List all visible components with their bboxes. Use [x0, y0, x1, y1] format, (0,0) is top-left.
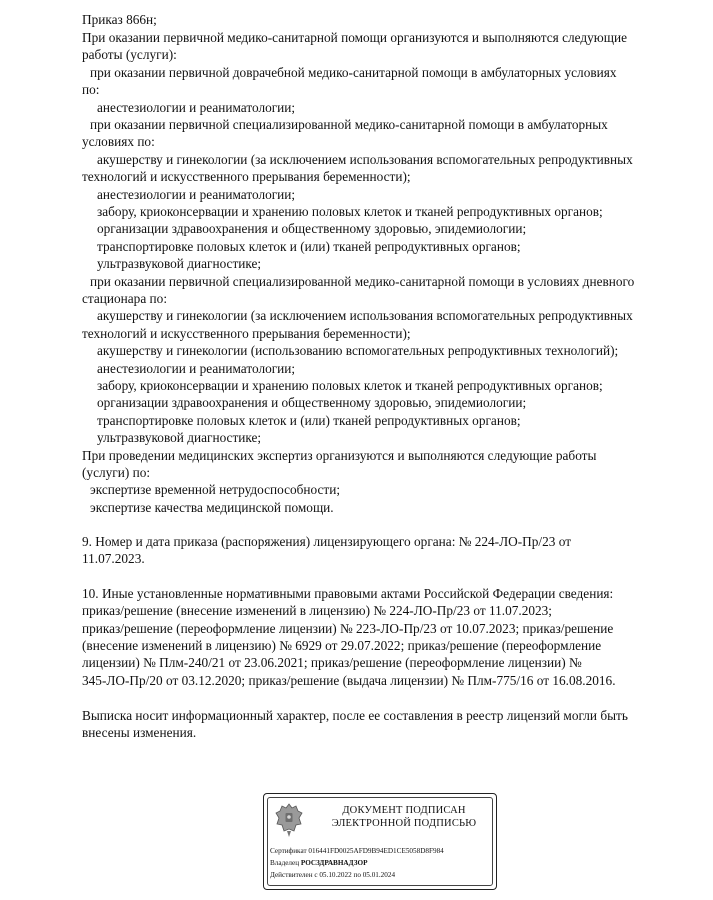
text-line: забору, криоконсервации и хранению половых клеток и тканей репродуктивных органов;: [97, 378, 603, 393]
text-line: 10. Иные установленные нормативными правовыми актами Российской Федерации сведения:: [82, 586, 614, 601]
text-line: ультразвуковой диагностике;: [97, 430, 262, 445]
text-line: по:: [82, 82, 100, 97]
electronic-signature-stamp: [263, 793, 497, 890]
certificate-value: 016441FD0025AFD9B94ED1CE5058D8F984: [308, 847, 444, 855]
text-line: при оказании первичной специализированной медико-санитарной помощи в условиях дневного: [90, 274, 635, 289]
text-line: организации здравоохранения и общественному здоровью, эпидемиологии;: [97, 221, 527, 236]
coat-of-arms-icon: [274, 800, 304, 840]
certificate-label: Сертификат: [270, 847, 307, 855]
text-line: экспертизе качества медицинской помощи.: [90, 500, 334, 515]
text-line: лицензии) № Плм-240/21 от 23.06.2021; приказ/решение (переоформление лицензии) №: [82, 655, 582, 670]
owner-row: [270, 859, 368, 868]
text-line: приказ/решение (переоформление лицензии) № 223-ЛО-Пр/23 от 10.07.2023; приказ/решение: [82, 621, 614, 636]
text-line: При проведении медицинских экспертиз организуются и выполняются следующие работы: [82, 448, 597, 463]
text-line: (внесение изменений в лицензию) № 6929 от 29.07.2022; приказ/решение (переоформление: [82, 638, 602, 653]
text-line: приказ/решение (внесение изменений в лицензию) № 224-ЛО-Пр/23 от 11.07.2023;: [82, 603, 552, 618]
text-line: экспертизе временной нетрудоспособности;: [90, 482, 341, 497]
text-line: анестезиологии и реаниматологии;: [97, 361, 296, 376]
text-line: забору, криоконсервации и хранению половых клеток и тканей репродуктивных органов;: [97, 204, 603, 219]
stamp-title-line1: ДОКУМЕНТ ПОДПИСАН: [342, 805, 466, 816]
text-line: при оказании первичной специализированной медико-санитарной помощи в амбулаторных: [90, 117, 608, 132]
text-line: организации здравоохранения и общественному здоровью, эпидемиологии;: [97, 395, 527, 410]
text-line: технологий и искусственного прерывания беременности);: [82, 326, 411, 341]
text-line: (услуги) по:: [82, 465, 151, 480]
text-line: Выписка носит информационный характер, после ее составления в реестр лицензий могли быть: [82, 708, 628, 723]
text-line: стационара по:: [82, 291, 168, 306]
text-line: внесены изменения.: [82, 725, 197, 740]
text-line: условиях по:: [82, 134, 155, 149]
text-line: работы (услуги):: [82, 47, 177, 62]
text-line: анестезиологии и реаниматологии;: [97, 187, 296, 202]
text-line: при оказании первичной доврачебной медико-санитарной помощи в амбулаторных условиях: [90, 65, 617, 80]
validity-text: Действителен с 05.10.2022 по 05.01.2024: [270, 871, 396, 879]
owner-value: РОСЗДРАВНАДЗОР: [300, 859, 368, 867]
text-line: При оказании первичной медико-санитарной помощи организуются и выполняются следующие: [82, 30, 627, 45]
text-line: акушерству и гинекологии (использованию вспомогательных репродуктивных технологий);: [97, 343, 619, 358]
text-line: акушерству и гинекологии (за исключением использования вспомогательных репродуктивных: [97, 152, 633, 167]
text-line: 11.07.2023.: [82, 551, 145, 566]
certificate-row: [270, 847, 444, 856]
stamp-title-line2: ЭЛЕКТРОННОЙ ПОДПИСЬЮ: [331, 818, 477, 829]
text-line: ультразвуковой диагностике;: [97, 256, 262, 271]
text-line: 345-ЛО-Пр/20 от 03.12.2020; приказ/решение (выдача лицензии) № Плм-775/16 от 16.08.2016.: [82, 673, 616, 688]
text-line: Приказ 866н;: [82, 12, 157, 27]
text-line: транспортировке половых клеток и (или) тканей репродуктивных органов;: [97, 413, 521, 428]
text-line: технологий и искусственного прерывания беременности);: [82, 169, 411, 184]
owner-label: Владелец: [270, 859, 300, 867]
text-line: анестезиологии и реаниматологии;: [97, 100, 296, 115]
text-line: транспортировке половых клеток и (или) тканей репродуктивных органов;: [97, 239, 521, 254]
text-line: акушерству и гинекологии (за исключением использования вспомогательных репродуктивных: [97, 308, 633, 323]
text-line: 9. Номер и дата приказа (распоряжения) лицензирующего органа: № 224-ЛО-Пр/23 от: [82, 534, 572, 549]
